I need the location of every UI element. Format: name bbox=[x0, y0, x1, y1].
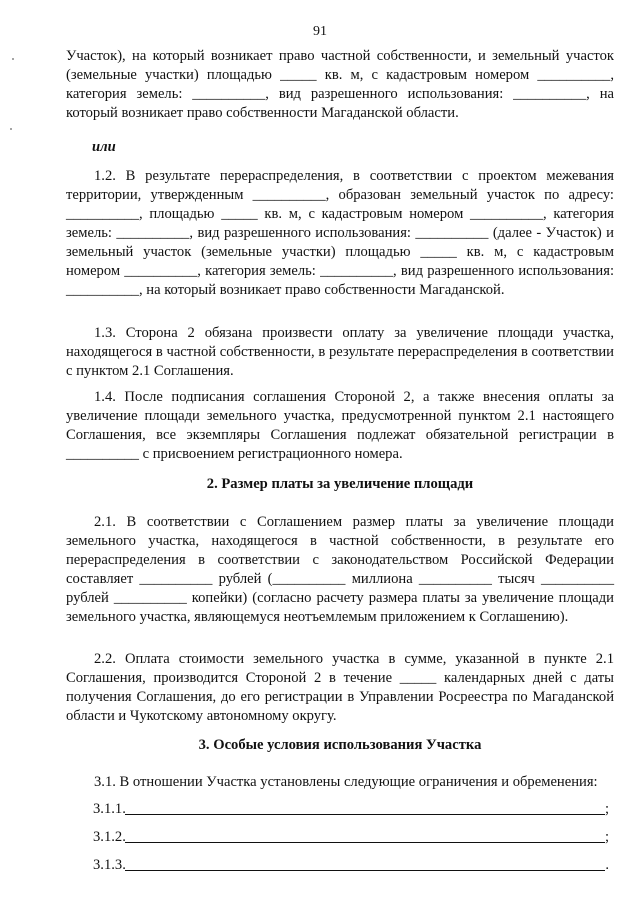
fill-in-line bbox=[125, 870, 605, 871]
item-end-punct: ; bbox=[604, 801, 609, 817]
paragraph-1-4 bbox=[66, 388, 614, 464]
scan-artifact bbox=[10, 128, 12, 130]
section-3-title: 3. Особые условия использования Участка bbox=[198, 737, 482, 753]
paragraph-text: 2.1. В соответствии с Соглашением размер платы за увеличение площади земельного участка, находящегося в частной собственности, в результате его перераспределения в соответствии с законодательством Российской Федерации составляет __________ рублей (__________ миллиона __________ тысяч __________ рублей __________ копейки) (согласно расчету размера платы за увеличение площади земельного участка, являющемуся неотъемлемым приложением к Соглашению). bbox=[66, 514, 614, 625]
blank-item-3-1-2 bbox=[93, 828, 613, 847]
section-2-title: 2. Размер платы за увеличение площади bbox=[206, 476, 474, 492]
paragraph-2-1 bbox=[66, 513, 614, 627]
page-number: 91 bbox=[313, 24, 327, 39]
paragraph-1-2 bbox=[66, 167, 614, 300]
item-end-punct: . bbox=[605, 857, 609, 873]
paragraph-1-3 bbox=[66, 324, 614, 381]
paragraph-text: 1.3. Сторона 2 обязана произвести оплату за увеличение площади участка, находящегося в частной собственности, в результате перераспределения в соответствии с пунктом 2.1 Соглашения. bbox=[66, 325, 614, 379]
fill-in-line bbox=[125, 842, 605, 843]
paragraph-text: Участок), на который возникает право частной собственности, и земельный участок (земельные участки) площадью _____ кв. м, с кадастровым номером __________, категория земель: __________, вид разрешенного использования: __________, на который возникает право собственности Магаданской области. bbox=[66, 48, 614, 121]
paragraph-text: 3.1. В отношении Участка установлены следующие ограничения и обременения: bbox=[94, 774, 598, 790]
item-number: 3.1.3. bbox=[93, 857, 126, 873]
fill-in-line bbox=[125, 814, 605, 815]
item-number: 3.1.1. bbox=[93, 801, 126, 817]
paragraph-intro bbox=[66, 47, 614, 123]
paragraph-3-1 bbox=[66, 773, 614, 792]
blank-item-3-1-1 bbox=[93, 800, 613, 819]
item-number: 3.1.2. bbox=[93, 829, 126, 845]
paragraph-2-2 bbox=[66, 650, 614, 726]
paragraph-text: 2.2. Оплата стоимости земельного участка в сумме, указанной в пункте 2.1 Соглашения, производится Стороной 2 в течение _____ календарных дней с даты получения Соглашения, до его регистрации в Управлении Росреестра по Магаданской области и Чукотскому автономному округу. bbox=[66, 651, 614, 724]
item-end-punct: ; bbox=[604, 829, 609, 845]
blank-item-3-1-3 bbox=[93, 856, 613, 875]
paragraph-text: 1.4. После подписания соглашения Стороной 2, а также внесения оплаты за увеличение площади земельного участка, предусмотренной пунктом 2.1 настоящего Соглашения, все экземпляры Соглашения подлежат обязательной регистрации в __________ с присвоением регистрационного номера. bbox=[66, 389, 614, 462]
paragraph-text: 1.2. В результате перераспределения, в соответствии с проектом межевания территории, утвержденным __________, образован земельный участок по адресу: __________, площадью _____ кв. м, с кадастровым номером __________, категория земель: __________, вид разрешенного использования: __________ (далее - Участок) и земельный участок (земельные участки) площадью _____ кв. м, с кадастровым номером __________, категория земель: __________, вид разрешенного использования: __________, на который возникает право собственности Магаданской. bbox=[66, 168, 614, 298]
or-label: или bbox=[92, 139, 116, 155]
scan-artifact bbox=[12, 58, 14, 60]
